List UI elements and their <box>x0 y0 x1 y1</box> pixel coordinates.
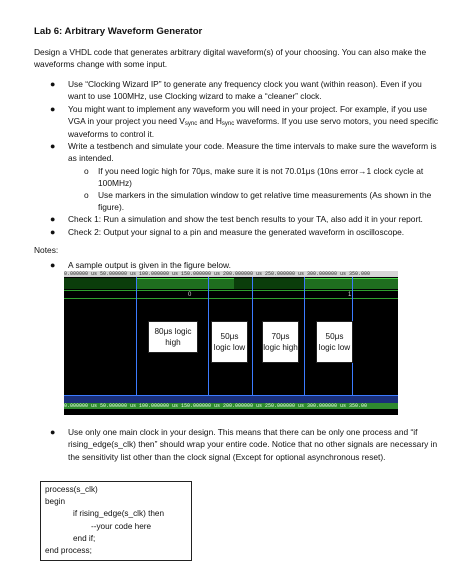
code-line: end if; <box>73 533 96 543</box>
code-line: end process; <box>45 546 92 556</box>
signal-low-segment <box>234 278 304 289</box>
bus-row <box>64 290 398 299</box>
notes-label: Notes: <box>34 245 59 255</box>
code-line: --your code here <box>91 521 152 531</box>
bullet-text: A sample output is given in the figure below. <box>68 260 231 270</box>
waveform-figure <box>64 271 398 415</box>
bullet-text-part: waveforms. If you use servo motors, you need specific waveforms to control it. <box>68 116 439 139</box>
bullet-dot: ● <box>50 227 56 237</box>
sub-bullet-marker: o <box>84 190 89 200</box>
callout-50us-low: 50μs logic low <box>316 321 353 363</box>
time-marker <box>136 277 137 409</box>
signal-high-segment <box>304 278 398 289</box>
bullet-dot: ● <box>50 141 56 151</box>
bus-value: 1 <box>348 292 352 298</box>
bullet-text: Check 2: Output your signal to a pin and measure the generated waveform in oscilloscope. <box>68 227 405 237</box>
bullet-text-part: and H <box>197 116 222 127</box>
bus-value: 0 <box>188 292 192 298</box>
sub-bullet-marker: o <box>84 166 89 176</box>
time-marker <box>208 277 209 409</box>
bullet-text <box>68 103 440 140</box>
bullet-dot: ● <box>50 427 56 437</box>
signal-low-segment <box>64 278 136 289</box>
bullet-dot: ● <box>50 260 56 270</box>
intro-paragraph: Design a VHDL code that generates arbitrary digital waveform(s) of your choosing. You can also make the waveforms change with some input. <box>34 47 427 70</box>
subscript: sync <box>184 121 198 128</box>
callout-50us-low: 50μs logic low <box>211 321 248 363</box>
code-example-box <box>40 481 192 561</box>
sub-bullet-text: Use markers in the simulation window to get relative time measurements (As shown in the figure). <box>98 190 432 213</box>
time-ruler-bottom: 0.000000 us 50.000000 us 100.000000 us 150.000000 us 200.000000 us 250.000000 us 300.000000 us 350.00 <box>64 403 398 409</box>
marker-band <box>64 395 398 403</box>
bullet-text: Write a testbench and simulate your code. Measure the time intervals to make sure the waveform is as intended. <box>68 141 437 164</box>
bullet-text: Use only one main clock in your design. This means that there can be only one process and “if rising_edge(s_clk) then” should wrap your entire code. Notice that no other signals are necessary in the sensitivity list other than the clock signal (Except for optional asynchronous reset). <box>68 427 438 462</box>
bullet-text: Use “Clocking Wizard IP” to generate any frequency clock you want (within reason). Even if you want to use 100MHz, use Clocking wizard to make a “cleaner” clock. <box>68 79 422 102</box>
signal-row-top <box>64 278 398 289</box>
bullet-dot: ● <box>50 79 56 89</box>
callout-70us-high: 70μs logic high <box>262 321 299 363</box>
sub-bullet-text: If you need logic high for 70μs, make sure it is not 70.01μs (10ns error→1 clock cycle at 100MHz) <box>98 166 424 189</box>
signal-high-segment <box>136 278 234 289</box>
bullet-text-part: You might want to implement any waveform you will need in your project. For example, if you use VGA in your project you need V <box>68 104 428 127</box>
time-marker <box>304 277 305 409</box>
bullet-text: Check 1: Run a simulation and show the test bench results to your TA, also add it in your report. <box>68 214 423 224</box>
code-line: begin <box>45 497 66 507</box>
code-line: if rising_edge(s_clk) then <box>73 509 165 519</box>
code-line: process(s_clk) <box>45 485 98 494</box>
subscript: sync <box>221 121 235 128</box>
bullet-dot: ● <box>50 214 56 224</box>
time-marker <box>252 277 253 409</box>
time-ruler-top: 0.000000 us 50.000000 us 100.000000 us 150.000000 us 200.000000 us 250.000000 us 300.000000 us 350.000 <box>64 271 398 277</box>
bullet-dot: ● <box>50 104 56 114</box>
callout-80us-high: 80μs logic high <box>148 321 198 353</box>
page-title: Lab 6: Arbitrary Waveform Generator <box>34 26 203 37</box>
